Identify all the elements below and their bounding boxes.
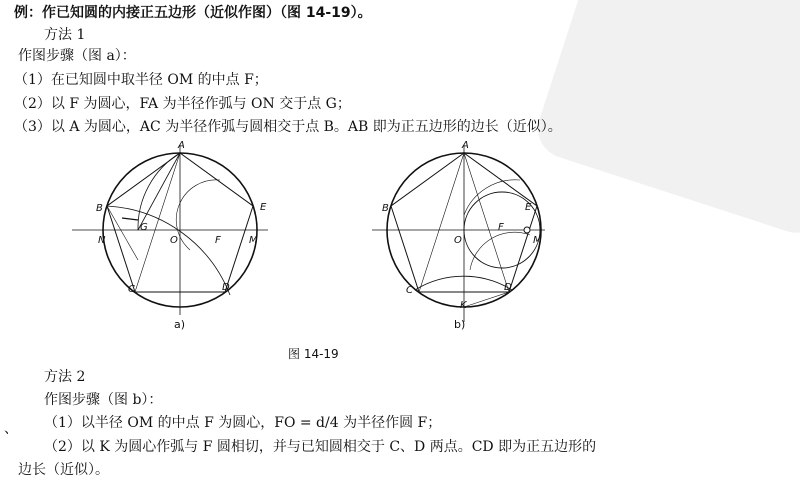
figure-a: [70, 140, 300, 330]
figure-a-arrow: [122, 218, 138, 220]
figure-a-line-BG: [107, 206, 138, 260]
method2-heading: 方法 2: [44, 369, 86, 385]
example-prefix: 例：: [14, 5, 42, 21]
figure-b-arc-K: [415, 276, 512, 290]
figure-b-line-AC: [419, 153, 464, 292]
figure-b-arc-upper: [464, 180, 520, 215]
figure-b: [370, 140, 580, 335]
fig-b-label-C: C: [406, 285, 413, 296]
method1-step-1: （1）在已知圆中取半径 OM 的中点 F；: [14, 72, 268, 88]
method1-step-3: （3）以 A 为圆心，AC 为半径作弧与圆相交于点 B。AB 即为正五边形的边长（近似）。: [14, 119, 562, 135]
method2-steps-heading: 作图步骤（图 b）：: [44, 392, 163, 408]
figure-a-sublabel: a): [174, 318, 186, 331]
fig-a-label-G: G: [140, 222, 148, 233]
fig-a-label-A: A: [178, 140, 185, 151]
fig-b-label-F: F: [498, 222, 504, 233]
fig-a-label-D: D: [222, 282, 230, 293]
method2-step-1: （1）以半径 OM 的中点 F 为圆心，FO = d/4 为半径作圆 F；: [44, 415, 442, 431]
fig-b-label-K: K: [460, 300, 467, 311]
method1-step-2: （2）以 F 为圆心，FA 为半径作弧与 ON 交于点 G；: [14, 96, 351, 112]
stray-mark: 、: [4, 421, 18, 437]
figure-b-line-KD: [464, 292, 509, 307]
figure-caption: 图 14-19: [288, 347, 339, 361]
fig-a-label-M: M: [249, 235, 258, 246]
fig-a-label-N: N: [98, 235, 106, 246]
fig-a-label-O: O: [170, 235, 178, 246]
fig-b-label-D: D: [504, 282, 512, 293]
fig-b-label-O: O: [454, 235, 462, 246]
fig-a-label-C: C: [128, 284, 135, 295]
fig-b-label-M: M: [533, 235, 542, 246]
figure-b-point-M: [524, 227, 530, 233]
method2-step-2: （2）以 K 为圆心作弧与 F 圆相切，并与已知圆相交于 C、D 两点。CD 即为正五边形的: [44, 439, 597, 455]
method1-heading: 方法 1: [44, 27, 86, 43]
method2-step-2-continued: 边长（近似）。: [18, 462, 109, 478]
fig-a-label-F: F: [215, 235, 221, 246]
figure-b-drawing: [370, 140, 580, 335]
method1-steps-heading: 作图步骤（图 a）：: [18, 48, 136, 64]
example-title: [14, 3, 372, 23]
figure-a-arc-AC: [107, 206, 230, 295]
fig-a-label-E: E: [260, 202, 267, 213]
fig-a-label-B: B: [96, 203, 103, 214]
figure-a-arc-inner: [176, 180, 220, 250]
fig-b-label-E: E: [525, 202, 532, 213]
figure-b-sublabel: b): [454, 318, 466, 331]
fig-b-label-B: B: [382, 203, 389, 214]
example-title-body: 作已知圆的内接正五边形（近似作图）（图 14-19）。: [42, 5, 372, 21]
fig-b-label-A: A: [462, 140, 469, 151]
